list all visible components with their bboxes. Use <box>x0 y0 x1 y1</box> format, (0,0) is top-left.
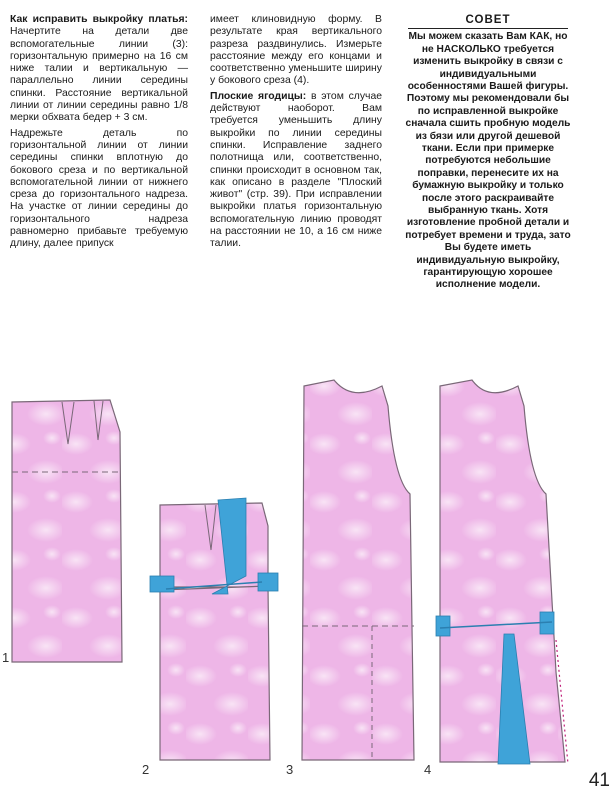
advice-box <box>402 14 574 292</box>
figure-2 <box>150 498 278 760</box>
heading-dress-fix: Как исправить выкройку платья: <box>10 14 188 25</box>
paragraph-4 <box>210 91 382 251</box>
figure-4 <box>436 380 568 764</box>
heading-flat-buttocks: Плоские ягодицы: <box>210 90 307 102</box>
paragraph-1-text: Начертите на детали две вспомогательные линии (3): горизонтальную примерно на 16 см ниже талии и вертикальную — параллельно линии середины спинки. Расстояние вертикальной линии от линии середины равно 1/8 мерки обхвата бедер + 3 см. <box>10 26 188 124</box>
page-number: 41 <box>588 770 610 791</box>
paragraph-3: имеет клиновидную форму. В результате края вертикального разреза раздвинулись. Измерьте расстояние между его концами и соответственно уменьшите ширину у бокового среза (4). <box>210 14 382 87</box>
text-column-2 <box>210 14 382 254</box>
pattern-figures <box>0 372 616 800</box>
figure-1 <box>12 400 122 662</box>
figure-label-4: 4 <box>424 762 432 777</box>
figure-3 <box>302 380 414 760</box>
paragraph-4-text: в этом случае действуют наоборот. Вам требуется уменьшить длину выкройки по линии середины спинки. Исправление заднего полотнища или, соответственно, спинки происходит в основном так, как описано в разделе "Плоский живот" (стр. 39). При исправлении выкройки платья горизонтальную вспомогательную линию проводят на расстоянии не 10, а 16 см ниже талии. <box>210 90 383 250</box>
figure-label-2: 2 <box>142 762 150 777</box>
paragraph-1 <box>10 14 188 125</box>
paragraph-2: Надрежьте деталь по горизонтальной линии от линии середины спинки вплотную до бокового среза и по вертикальной вспомогательной линии от нижнего среза до горизонтального надреза. На участке от линии середины до горизонтального надреза равномерно прибавьте требуемую длину, далее припуск <box>10 127 188 250</box>
text-column-1 <box>10 14 188 254</box>
figure-label-3: 3 <box>286 762 294 777</box>
advice-title: СОВЕТ <box>408 14 568 29</box>
advice-text: Мы можем сказать Вам КАК, но не НАСКОЛЬКО требуется изменить выкройку в связи с индивидуальными особенностями Вашей фигуры. Поэтому мы рекомендовали бы по исправленной выкройке сначала сшить пробную модель из бязи или другой дешевой ткани. Если при примерке потребуются небольшие поправки, перенесите их на бумажную выкройку и только после этого раскраивайте выбранную ткань. Хотя изготовление пробной детали и потребует времени и труда, зато Вы будете иметь индивидуальную выкройку, гарантирующую хорошее исполнение модели. <box>405 31 571 291</box>
figure-label-1: 1 <box>2 650 10 665</box>
